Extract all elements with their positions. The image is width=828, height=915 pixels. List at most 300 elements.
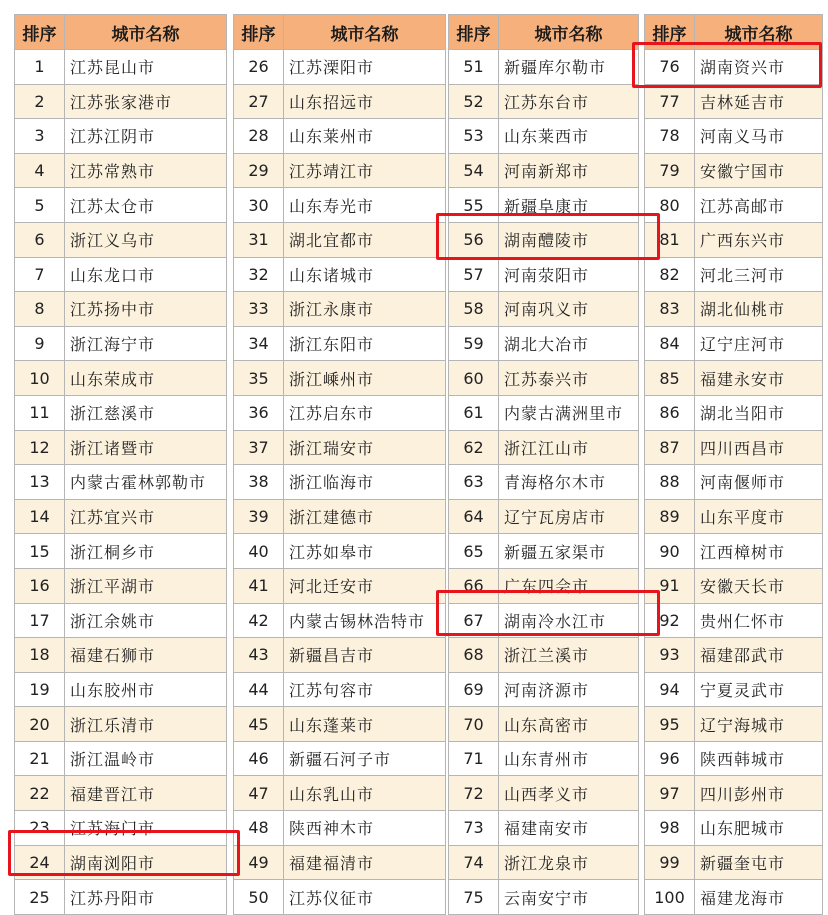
rank-cell: 53 [449,119,499,154]
city-cell: 浙江永康市 [284,292,446,327]
city-cell: 山东乳山市 [284,776,446,811]
rank-cell: 86 [645,395,695,430]
rank-cell: 70 [449,707,499,742]
table-row [15,222,227,257]
city-cell: 新疆奎屯市 [695,845,823,880]
rank-cell: 32 [234,257,284,292]
city-cell: 山东肥城市 [695,811,823,846]
rank-cell: 94 [645,672,695,707]
rank-cell: 71 [449,741,499,776]
rank-cell: 64 [449,499,499,534]
rank-cell: 21 [15,741,65,776]
table-row [15,292,227,327]
table-row [15,361,227,396]
city-cell: 青海格尔木市 [499,465,639,500]
table-row [449,188,639,223]
city-cell: 河南济源市 [499,672,639,707]
rank-cell: 65 [449,534,499,569]
rank-cell: 44 [234,672,284,707]
rank-cell: 22 [15,776,65,811]
rank-cell: 47 [234,776,284,811]
table-row [645,672,823,707]
rank-cell: 43 [234,638,284,673]
table-row [449,603,639,638]
table-row [15,153,227,188]
rank-cell: 27 [234,84,284,119]
rank-cell: 89 [645,499,695,534]
city-cell: 江苏宜兴市 [65,499,227,534]
table-row [645,776,823,811]
rank-cell: 93 [645,638,695,673]
rank-cell: 42 [234,603,284,638]
city-cell: 山东平度市 [695,499,823,534]
rank-cell: 6 [15,222,65,257]
rank-cell: 97 [645,776,695,811]
table-row [645,326,823,361]
table-row [234,638,446,673]
city-cell: 湖北仙桃市 [695,292,823,327]
rank-cell: 30 [234,188,284,223]
city-cell: 江苏东台市 [499,84,639,119]
table-row [449,741,639,776]
table-row [234,292,446,327]
city-cell: 湖北大冶市 [499,326,639,361]
table-row [449,672,639,707]
city-cell: 辽宁庄河市 [695,326,823,361]
rank-cell: 74 [449,845,499,880]
city-cell: 浙江慈溪市 [65,395,227,430]
table-row [234,811,446,846]
city-cell: 河南新郑市 [499,153,639,188]
table-row [15,638,227,673]
city-cell: 广西东兴市 [695,222,823,257]
table-row [15,811,227,846]
table-row [449,534,639,569]
city-cell: 山东高密市 [499,707,639,742]
rank-cell: 39 [234,499,284,534]
rank-cell: 95 [645,707,695,742]
table-row [234,465,446,500]
city-cell: 江苏仪征市 [284,880,446,915]
rank-cell: 96 [645,741,695,776]
table-row [449,257,639,292]
city-cell: 江苏扬中市 [65,292,227,327]
table-row [449,845,639,880]
city-cell: 山东胶州市 [65,672,227,707]
city-cell: 安徽宁国市 [695,153,823,188]
city-cell: 江西樟树市 [695,534,823,569]
rank-cell: 16 [15,568,65,603]
city-cell: 河南巩义市 [499,292,639,327]
rank-cell: 36 [234,395,284,430]
table-row [15,707,227,742]
city-cell: 广东四会市 [499,568,639,603]
table-row [234,119,446,154]
rank-cell: 58 [449,292,499,327]
city-cell: 云南安宁市 [499,880,639,915]
table-row [15,741,227,776]
table-row [234,50,446,85]
table-row [15,188,227,223]
table-row [645,499,823,534]
table-row [15,50,227,85]
table-row [449,499,639,534]
rank-cell: 34 [234,326,284,361]
table-row [449,119,639,154]
city-cell: 江苏常熟市 [65,153,227,188]
rank-cell: 13 [15,465,65,500]
city-cell: 浙江嵊州市 [284,361,446,396]
city-cell: 湖北当阳市 [695,395,823,430]
header-row [15,15,227,50]
city-cell: 山东莱州市 [284,119,446,154]
table-row [234,672,446,707]
rank-cell: 68 [449,638,499,673]
city-cell: 安徽天长市 [695,568,823,603]
table-row [449,361,639,396]
rank-column-3 [448,14,639,915]
rank-cell: 49 [234,845,284,880]
rank-cell: 73 [449,811,499,846]
table-row [449,326,639,361]
table-row [234,84,446,119]
city-cell: 山东青州市 [499,741,639,776]
city-cell: 四川西昌市 [695,430,823,465]
rank-cell: 91 [645,568,695,603]
city-cell: 江苏昆山市 [65,50,227,85]
table-row [234,845,446,880]
table-row [449,222,639,257]
rank-cell: 19 [15,672,65,707]
city-cell: 内蒙古满洲里市 [499,395,639,430]
header-row [449,15,639,50]
city-cell: 山东招远市 [284,84,446,119]
city-cell: 福建南安市 [499,811,639,846]
city-cell: 浙江平湖市 [65,568,227,603]
rank-cell: 78 [645,119,695,154]
city-cell: 江苏太仓市 [65,188,227,223]
table-row [645,430,823,465]
city-cell: 浙江临海市 [284,465,446,500]
rank-cell: 20 [15,707,65,742]
table-row [645,188,823,223]
city-cell: 浙江建德市 [284,499,446,534]
city-cell: 河北三河市 [695,257,823,292]
table-row [645,395,823,430]
rank-cell: 37 [234,430,284,465]
city-cell: 浙江温岭市 [65,741,227,776]
city-cell: 福建邵武市 [695,638,823,673]
rank-cell: 63 [449,465,499,500]
rank-cell: 55 [449,188,499,223]
rank-cell: 33 [234,292,284,327]
city-cell: 浙江乐清市 [65,707,227,742]
table-row [15,257,227,292]
city-cell: 河南荥阳市 [499,257,639,292]
city-cell: 福建永安市 [695,361,823,396]
table-row [234,534,446,569]
rank-cell: 61 [449,395,499,430]
rank-cell: 67 [449,603,499,638]
table-row [645,880,823,915]
table-row [234,153,446,188]
rank-cell: 54 [449,153,499,188]
rank-cell: 84 [645,326,695,361]
city-cell: 山东莱西市 [499,119,639,154]
table-row [234,880,446,915]
city-cell: 江苏启东市 [284,395,446,430]
rank-cell: 31 [234,222,284,257]
rank-cell: 9 [15,326,65,361]
header-row [645,15,823,50]
rank-cell: 90 [645,534,695,569]
rank-cell: 24 [15,845,65,880]
table-row [645,361,823,396]
rank-cell: 76 [645,50,695,85]
table-row [234,499,446,534]
city-cell: 山东龙口市 [65,257,227,292]
table-row [449,430,639,465]
rank-header: 排序 [645,15,695,50]
table-row [15,776,227,811]
table-row [234,776,446,811]
city-cell: 江苏江阴市 [65,119,227,154]
table-row [449,465,639,500]
rank-cell: 83 [645,292,695,327]
city-cell: 浙江瑞安市 [284,430,446,465]
city-cell: 山东诸城市 [284,257,446,292]
table-row [645,568,823,603]
rank-cell: 56 [449,222,499,257]
city-cell: 内蒙古霍林郭勒市 [65,465,227,500]
table-row [449,395,639,430]
rank-cell: 51 [449,50,499,85]
table-row [645,50,823,85]
table-row [15,845,227,880]
table-row [234,707,446,742]
table-row [645,292,823,327]
rank-cell: 25 [15,880,65,915]
header-row [234,15,446,50]
rank-cell: 28 [234,119,284,154]
city-cell: 新疆昌吉市 [284,638,446,673]
city-cell: 福建福清市 [284,845,446,880]
rank-cell: 48 [234,811,284,846]
table-row [449,84,639,119]
city-cell: 山东荣成市 [65,361,227,396]
rank-cell: 80 [645,188,695,223]
rank-cell: 72 [449,776,499,811]
table-row [234,326,446,361]
city-cell: 浙江东阳市 [284,326,446,361]
city-cell: 河南义马市 [695,119,823,154]
rank-cell: 7 [15,257,65,292]
city-cell: 福建龙海市 [695,880,823,915]
rank-cell: 11 [15,395,65,430]
rank-header: 排序 [449,15,499,50]
table-row [234,430,446,465]
rank-cell: 50 [234,880,284,915]
rank-cell: 29 [234,153,284,188]
table-row [15,465,227,500]
table-row [234,603,446,638]
table-row [645,811,823,846]
rank-cell: 12 [15,430,65,465]
city-cell: 浙江桐乡市 [65,534,227,569]
rank-cell: 18 [15,638,65,673]
city-cell: 陕西神木市 [284,811,446,846]
city-cell: 吉林延吉市 [695,84,823,119]
city-cell: 河南偃师市 [695,465,823,500]
city-cell: 新疆库尔勒市 [499,50,639,85]
rank-cell: 85 [645,361,695,396]
table-row [15,84,227,119]
city-cell: 福建石狮市 [65,638,227,673]
rank-header: 排序 [234,15,284,50]
rank-cell: 26 [234,50,284,85]
city-cell: 江苏溧阳市 [284,50,446,85]
rank-cell: 100 [645,880,695,915]
table-row [449,638,639,673]
rank-header: 排序 [15,15,65,50]
city-cell: 湖南冷水江市 [499,603,639,638]
rank-cell: 45 [234,707,284,742]
city-cell: 新疆石河子市 [284,741,446,776]
rank-cell: 2 [15,84,65,119]
city-cell: 贵州仁怀市 [695,603,823,638]
city-header: 城市名称 [695,15,823,50]
table-row [645,119,823,154]
table-row [15,499,227,534]
table-row [645,222,823,257]
table-row [15,534,227,569]
table-row [449,153,639,188]
table-row [15,326,227,361]
table-row [449,50,639,85]
city-cell: 湖南浏阳市 [65,845,227,880]
rank-column-1 [14,14,227,915]
table-row [234,257,446,292]
rank-cell: 38 [234,465,284,500]
rank-cell: 98 [645,811,695,846]
city-cell: 江苏泰兴市 [499,361,639,396]
rank-column-2 [233,14,446,915]
city-cell: 浙江江山市 [499,430,639,465]
table-row [449,707,639,742]
rank-cell: 40 [234,534,284,569]
city-cell: 辽宁海城市 [695,707,823,742]
city-cell: 江苏高邮市 [695,188,823,223]
rank-cell: 79 [645,153,695,188]
rank-cell: 8 [15,292,65,327]
city-cell: 内蒙古锡林浩特市 [284,603,446,638]
table-row [645,465,823,500]
table-row [15,395,227,430]
table-row [234,741,446,776]
city-cell: 辽宁瓦房店市 [499,499,639,534]
city-cell: 浙江义乌市 [65,222,227,257]
city-cell: 山东蓬莱市 [284,707,446,742]
city-cell: 浙江海宁市 [65,326,227,361]
city-header: 城市名称 [499,15,639,50]
city-cell: 湖北宜都市 [284,222,446,257]
rank-cell: 41 [234,568,284,603]
city-cell: 湖南醴陵市 [499,222,639,257]
rank-cell: 4 [15,153,65,188]
rank-cell: 99 [645,845,695,880]
table-row [645,603,823,638]
city-cell: 浙江兰溪市 [499,638,639,673]
rank-cell: 57 [449,257,499,292]
table-row [234,361,446,396]
rank-cell: 59 [449,326,499,361]
city-cell: 福建晋江市 [65,776,227,811]
rank-cell: 15 [15,534,65,569]
rank-cell: 87 [645,430,695,465]
table-row [449,811,639,846]
table-row [645,741,823,776]
table-row [15,672,227,707]
rank-cell: 10 [15,361,65,396]
rank-cell: 69 [449,672,499,707]
table-row [645,845,823,880]
table-row [645,534,823,569]
table-row [449,880,639,915]
city-cell: 江苏靖江市 [284,153,446,188]
table-row [449,568,639,603]
city-cell: 江苏张家港市 [65,84,227,119]
rank-cell: 23 [15,811,65,846]
city-header: 城市名称 [65,15,227,50]
rank-cell: 75 [449,880,499,915]
table-row [645,153,823,188]
city-header: 城市名称 [284,15,446,50]
city-cell: 宁夏灵武市 [695,672,823,707]
rank-cell: 17 [15,603,65,638]
table-row [15,880,227,915]
table-row [645,707,823,742]
rank-column-4 [644,14,823,915]
rank-cell: 66 [449,568,499,603]
rank-cell: 60 [449,361,499,396]
rank-cell: 1 [15,50,65,85]
table-row [234,395,446,430]
city-cell: 四川彭州市 [695,776,823,811]
table-row [15,430,227,465]
city-cell: 浙江龙泉市 [499,845,639,880]
city-cell: 江苏如皋市 [284,534,446,569]
table-row [15,568,227,603]
rank-cell: 81 [645,222,695,257]
rank-cell: 14 [15,499,65,534]
city-cell: 河北迁安市 [284,568,446,603]
city-cell: 山东寿光市 [284,188,446,223]
table-row [645,257,823,292]
city-cell: 浙江余姚市 [65,603,227,638]
rank-cell: 3 [15,119,65,154]
city-cell: 陕西韩城市 [695,741,823,776]
rank-cell: 77 [645,84,695,119]
rank-cell: 5 [15,188,65,223]
table-row [234,188,446,223]
city-cell: 江苏海门市 [65,811,227,846]
table-row [15,119,227,154]
table-row [234,568,446,603]
rank-cell: 46 [234,741,284,776]
rank-cell: 62 [449,430,499,465]
table-row [15,603,227,638]
city-cell: 江苏句容市 [284,672,446,707]
